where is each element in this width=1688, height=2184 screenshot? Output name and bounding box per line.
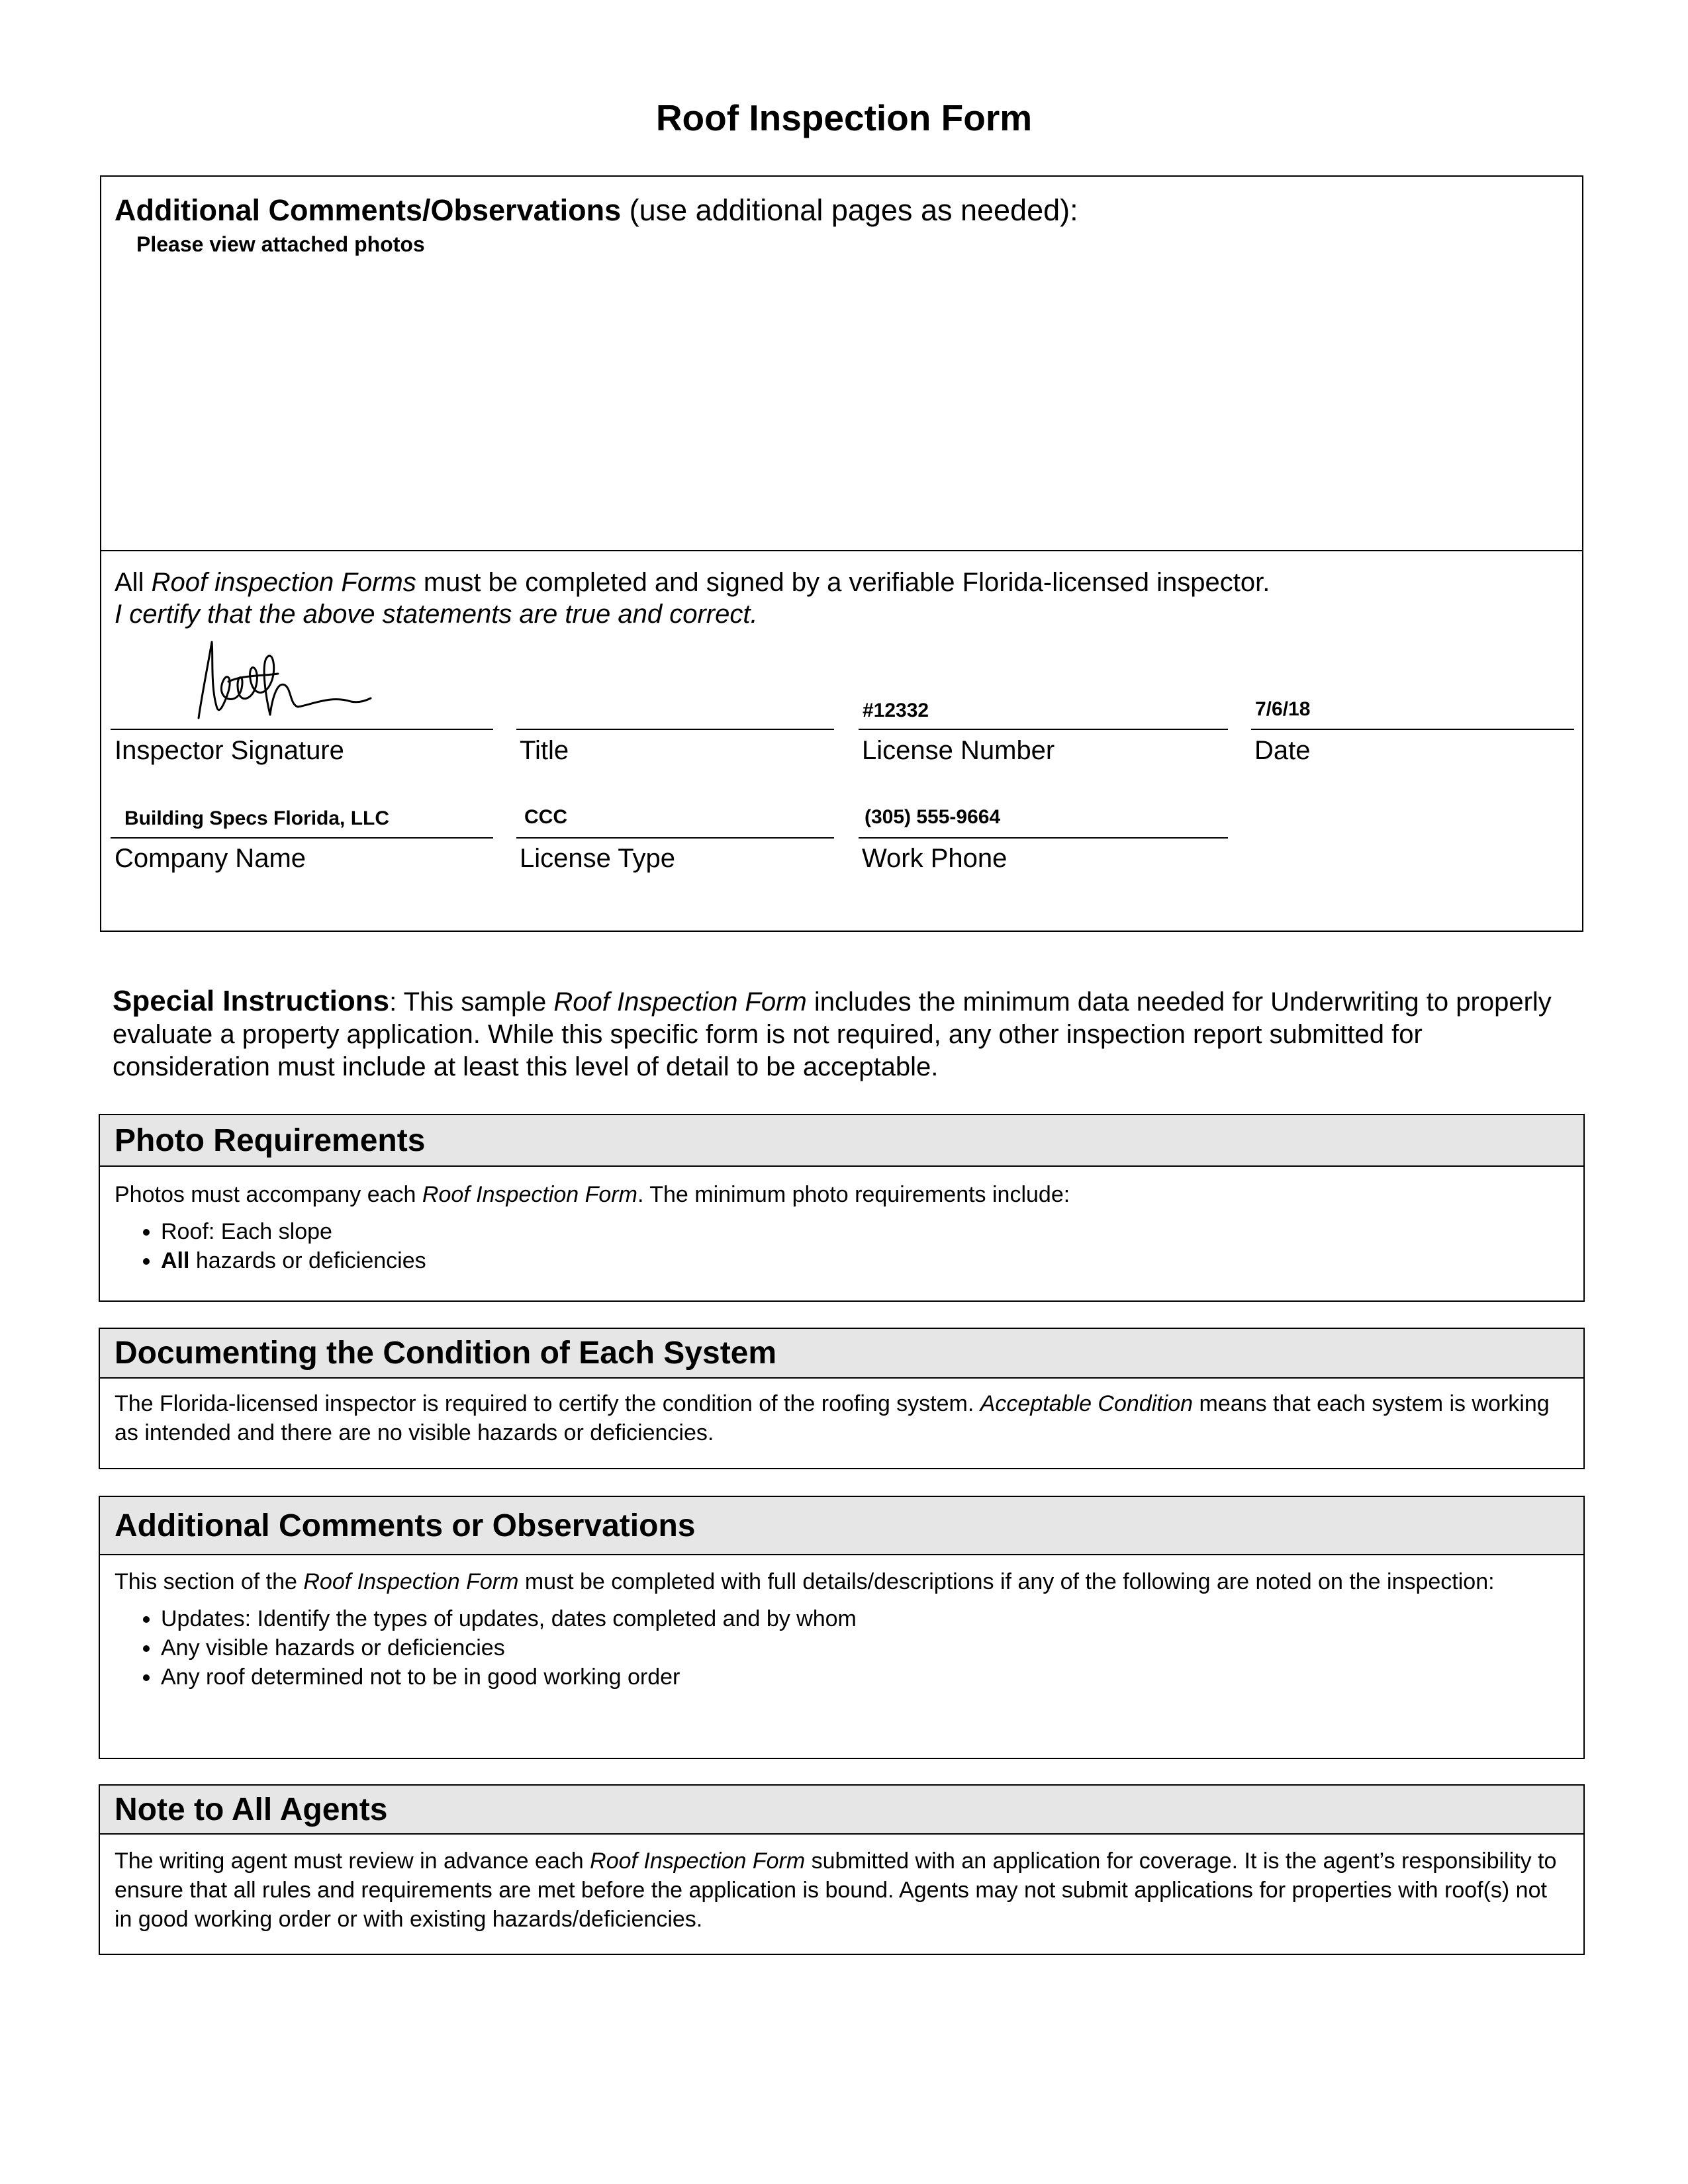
comments-heading-note: (use additional pages as needed): (621, 193, 1078, 227)
bullet-bold: All (161, 1248, 190, 1273)
special-instructions-text: includes the minimum data needed for Underwriting to properly evaluate a property application. While this specific form is not required, any other inspection report submitted for consideration must include at least this level of detail to be acceptable. (113, 987, 1552, 1081)
cert-suffix: must be completed and signed by a verifiable Florida-licensed inspector. (416, 568, 1270, 597)
date-field[interactable]: 7/6/18 (1255, 698, 1311, 720)
title-label: Title (520, 736, 569, 765)
inspector-signature-label: Inspector Signature (115, 736, 344, 765)
special-instructions-italic: Roof Inspection Form (553, 987, 807, 1017)
company-name-label: Company Name (115, 844, 306, 873)
date-line (1251, 729, 1574, 730)
note-text-prefix: The writing agent must review in advance each (115, 1848, 590, 1874)
additional-comments-heading: Additional Comments or Observations (100, 1497, 1583, 1555)
certification-statement (115, 568, 1270, 598)
list-item: • Roof: Each slope (161, 1217, 1569, 1246)
special-instructions-lead: : This sample (389, 987, 554, 1017)
license-number-line (859, 729, 1228, 730)
additional-comments-intro (115, 1567, 1569, 1596)
company-name-line (111, 837, 493, 839)
inspector-signature-image (179, 635, 397, 728)
documenting-text-suffix: means that each system is working as intended and there are no visible hazards or deficiencies. (115, 1391, 1550, 1445)
special-instructions (113, 985, 1575, 1083)
note-text-italic: Roof Inspection Form (590, 1848, 806, 1874)
license-type-line (516, 837, 834, 839)
photo-requirements-list (115, 1217, 1569, 1275)
note-text-suffix: submitted with an application for coverage. It is the agent’s responsibility to ensure that all rules and requirements are met before the application is bound. Agents may not submit applications for properties with roof(s) not in good working order or with existing hazards/deficiencies. (115, 1848, 1557, 1932)
photo-intro-italic: Roof Inspection Form (422, 1182, 637, 1207)
page-title: Roof Inspection Form (655, 97, 1033, 138)
special-instructions-label: Special Instructions (113, 985, 390, 1017)
comments-entry[interactable]: Please view attached photos (136, 232, 425, 256)
bullet-text: hazards or deficiencies (189, 1248, 426, 1273)
additional-intro-italic: Roof Inspection Form (303, 1569, 519, 1594)
license-type-label: License Type (520, 844, 675, 873)
date-label: Date (1254, 736, 1311, 765)
work-phone-line (859, 837, 1228, 839)
additional-comments-list (115, 1604, 1569, 1692)
list-item: • Updates: Identify the types of updates, dates completed and by whom (161, 1604, 1569, 1633)
license-number-field[interactable]: #12332 (863, 700, 929, 721)
photo-requirements-intro (115, 1180, 1569, 1209)
work-phone-field[interactable]: (305) 555-9664 (865, 806, 1001, 828)
license-type-field[interactable]: CCC (524, 806, 567, 828)
cert-italic: Roof inspection Forms (151, 568, 416, 597)
documenting-text-prefix: The Florida-licensed inspector is required to certify the condition of the roofing system. (115, 1391, 980, 1416)
certification-oath: I certify that the above statements are true and correct. (115, 600, 758, 629)
note-to-agents-section (99, 1784, 1585, 1955)
list-item (161, 1246, 1569, 1275)
documenting-condition-section (99, 1328, 1585, 1469)
documenting-condition-body (100, 1379, 1583, 1447)
comments-heading-bold: Additional Comments/Observations (115, 193, 622, 227)
photo-requirements-heading: Photo Requirements (100, 1115, 1583, 1167)
additional-intro-suffix: must be completed with full details/descriptions if any of the following are noted on the inspection: (518, 1569, 1495, 1594)
comments-heading (115, 193, 1078, 228)
documenting-text-italic: Acceptable Condition (980, 1391, 1194, 1416)
additional-comments-body (100, 1555, 1583, 1692)
note-to-agents-body (100, 1835, 1583, 1934)
cert-prefix: All (115, 568, 152, 597)
photo-requirements-body (100, 1167, 1583, 1275)
license-number-label: License Number (862, 736, 1055, 765)
photo-requirements-section (99, 1114, 1585, 1302)
photo-intro-prefix: Photos must accompany each (115, 1182, 422, 1207)
additional-intro-prefix: This section of the (115, 1569, 304, 1594)
list-item: • Any visible hazards or deficiencies (161, 1633, 1569, 1662)
list-item: • Any roof determined not to be in good working order (161, 1662, 1569, 1692)
title-line (516, 729, 834, 730)
documenting-condition-heading: Documenting the Condition of Each System (100, 1329, 1583, 1379)
form-divider (100, 550, 1583, 551)
work-phone-label: Work Phone (862, 844, 1008, 873)
company-name-field[interactable]: Building Specs Florida, LLC (124, 807, 390, 829)
additional-comments-section (99, 1496, 1585, 1759)
note-to-agents-heading: Note to All Agents (100, 1786, 1583, 1835)
signature-line (111, 729, 493, 730)
photo-intro-suffix: . The minimum photo requirements include: (637, 1182, 1070, 1207)
